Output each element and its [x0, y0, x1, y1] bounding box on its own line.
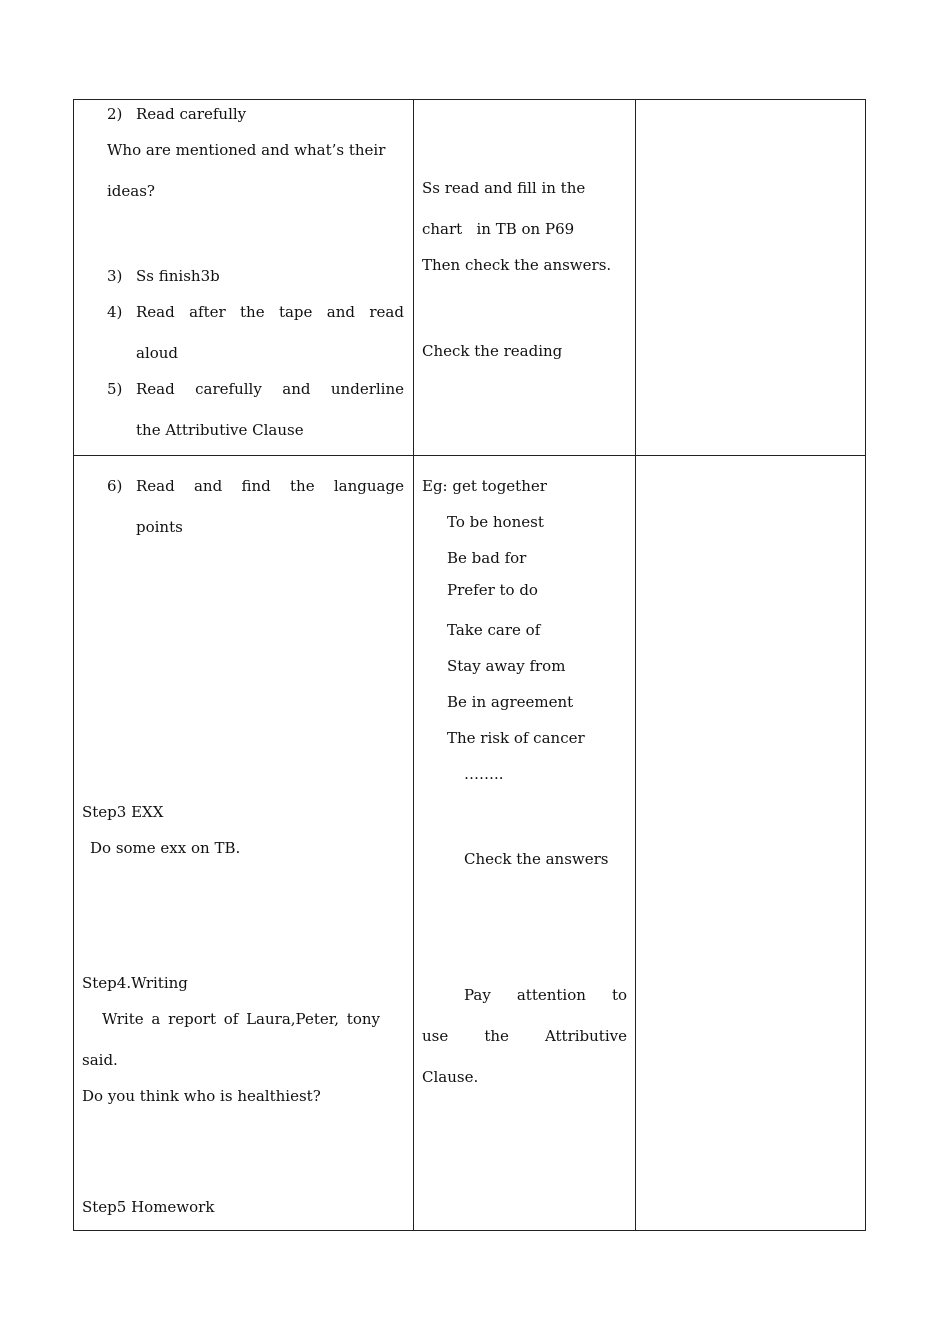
column-divider-1 [413, 99, 414, 1231]
item-text-justified [136, 477, 404, 495]
item-text: the Attributive Clause [136, 421, 304, 439]
phrase: Stay away from [447, 657, 566, 675]
table-border-left [73, 99, 74, 1231]
example-line: Eg: get together [422, 477, 547, 495]
step-text: said. [82, 1051, 118, 1069]
column-divider-2 [635, 99, 636, 1231]
item-text: Read carefully [136, 105, 247, 123]
word: use [422, 1027, 449, 1045]
question-line: Who are mentioned and what’s their [107, 141, 386, 159]
item-text: Ss finish3b [136, 267, 220, 285]
note-justified [422, 1027, 627, 1045]
word: Read [136, 303, 175, 321]
student-line: Then check the answers. [422, 256, 612, 274]
word: underline [330, 380, 404, 398]
word: read [369, 303, 404, 321]
student-line: Check the reading [422, 342, 563, 360]
item-text: points [136, 518, 183, 536]
item-text: aloud [136, 344, 179, 362]
note-line: Clause. [422, 1068, 479, 1086]
step-text: Do some exx on TB. [90, 839, 241, 857]
step-text: Do you think who is healthiest? [82, 1087, 321, 1105]
item-text-justified [136, 303, 404, 321]
word: carefully [195, 380, 262, 398]
step-title: Step4.Writing [82, 974, 188, 992]
word: and [326, 303, 355, 321]
phrase: Be in agreement [447, 693, 574, 711]
word: Attributive [544, 1027, 627, 1045]
lesson-plan-table [73, 99, 866, 1231]
item-number: 6) [107, 477, 123, 495]
student-line: Ss read and fill in the [422, 179, 586, 197]
word: Pay [464, 986, 491, 1004]
phrase: To be honest [447, 513, 544, 531]
item-number: 3) [107, 267, 123, 285]
check-answers-text: Check the answers [464, 850, 609, 868]
question-line: ideas? [107, 182, 155, 200]
word: attention [516, 986, 586, 1004]
word: the [290, 477, 315, 495]
row-divider [73, 455, 866, 456]
item-number: 2) [107, 105, 123, 123]
phrase: Be bad for [447, 549, 527, 567]
item-text-justified [136, 380, 404, 398]
table-border-top [73, 99, 866, 100]
word: Read [136, 380, 175, 398]
word: the [484, 1027, 509, 1045]
student-line: chart in TB on P69 [422, 220, 575, 238]
item-number: 5) [107, 380, 123, 398]
word: tape [278, 303, 313, 321]
ellipsis: …….. [464, 765, 504, 783]
word: the [240, 303, 265, 321]
word: and [282, 380, 311, 398]
word: and [193, 477, 223, 495]
word: find [241, 477, 271, 495]
word: to [611, 986, 627, 1004]
word: language [333, 477, 404, 495]
word: after [189, 303, 226, 321]
table-border-right [865, 99, 866, 1231]
phrase: The risk of cancer [447, 729, 585, 747]
step-title: Step5 Homework [82, 1198, 215, 1216]
item-number: 4) [107, 303, 123, 321]
step-title: Step3 EXX [82, 803, 164, 821]
phrase: Take care of [447, 621, 541, 639]
step-text: Write a report of Laura,Peter, tony [102, 1010, 380, 1028]
table-border-bottom [73, 1230, 866, 1231]
word: Read [136, 477, 175, 495]
phrase: Prefer to do [447, 581, 538, 599]
note-justified [464, 986, 627, 1004]
